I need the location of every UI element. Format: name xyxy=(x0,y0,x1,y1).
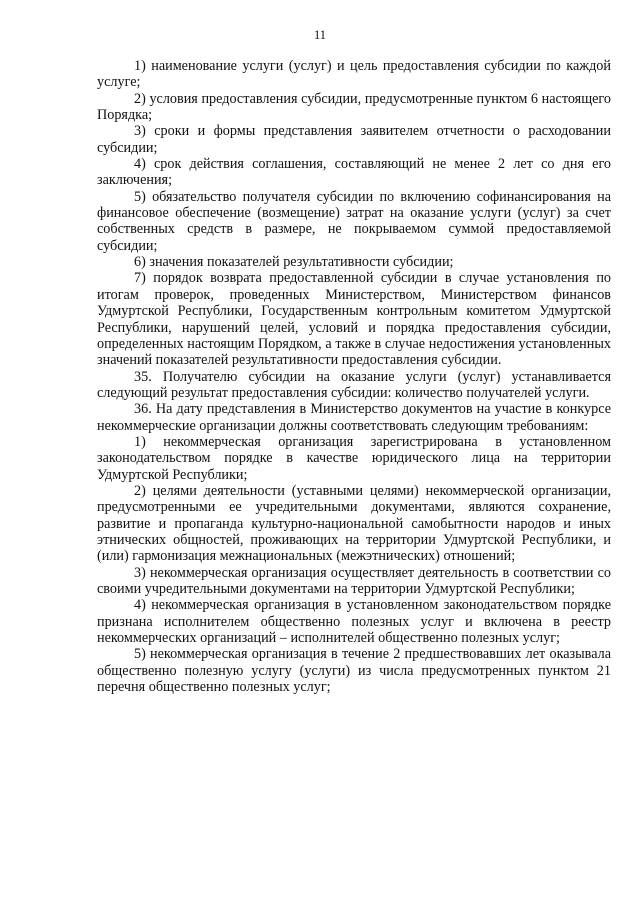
paragraph: 4) некоммерческая организация в установленном законодательством порядке признана исполнителем общественно полезных услуг и включена в реестр некоммерческих организаций – исполнителей общественно полезных услуг; xyxy=(97,597,611,647)
page-number: 11 xyxy=(313,28,327,42)
paragraph: 1) некоммерческая организация зарегистрирована в установленном законодательством порядке в качестве юридического лица на территории Удмуртской Республики; xyxy=(97,433,611,483)
paragraph: 7) порядок возврата предоставленной субсидии в случае установления по итогам проверок, проведенных Министерством, Министерством финансов Удмуртской Республики, Государственным контрольным комитетом Удмуртской Республики, нарушений целей, условий и порядка предоставления субсидии, определенных настоящим Порядком, а также в случае недостижения установленных значений показателей результативности предоставления субсидии. xyxy=(97,270,611,369)
paragraph: 2) условия предоставления субсидии, предусмотренные пунктом 6 настоящего Порядка; xyxy=(97,90,611,124)
paragraph: 35. Получателю субсидии на оказание услуги (услуг) устанавливается следующий результат предоставления субсидии: количество получателей услуги. xyxy=(97,368,611,401)
paragraph: 2) целями деятельности (уставными целями) некоммерческой организации, предусмотренными ее учредительными документами, являются сохранение, развитие и пропаганда культурно-национальной самобытности народов и иных этнических общностей, проживающих на территории Удмуртской Республики, и (или) гармонизация межнациональных (межэтнических) отношений; xyxy=(97,482,611,565)
paragraph: 5) обязательство получателя субсидии по включению софинансирования на финансовое обеспечение (возмещение) затрат на оказание услуги (услуг) за счет собственных средств в размере, не покрываемом суммой предоставляемой субсидии; xyxy=(97,188,611,254)
paragraph: 3) сроки и формы представления заявителем отчетности о расходовании субсидии; xyxy=(97,123,611,156)
paragraph: 4) срок действия соглашения, составляющий не менее 2 лет со дня его заключения; xyxy=(97,156,611,189)
paragraph: 3) некоммерческая организация осуществляет деятельность в соответствии со своими учредительными документами на территории Удмуртской Республики; xyxy=(97,564,611,597)
paragraph: 5) некоммерческая организация в течение 2 предшествовавших лет оказывала общественно полезную услугу (услуги) из числа предусмотренных пунктом 21 перечня общественно полезных услуг; xyxy=(97,646,611,696)
document-body xyxy=(97,58,611,695)
paragraph: 1) наименование услуги (услуг) и цель предоставления субсидии по каждой услуге; xyxy=(97,58,611,91)
paragraph: 36. На дату представления в Министерство документов на участие в конкурсе некоммерческие организации должны соответствовать следующим требованиям: xyxy=(97,401,611,434)
paragraph: 6) значения показателей результативности субсидии; xyxy=(134,254,454,271)
